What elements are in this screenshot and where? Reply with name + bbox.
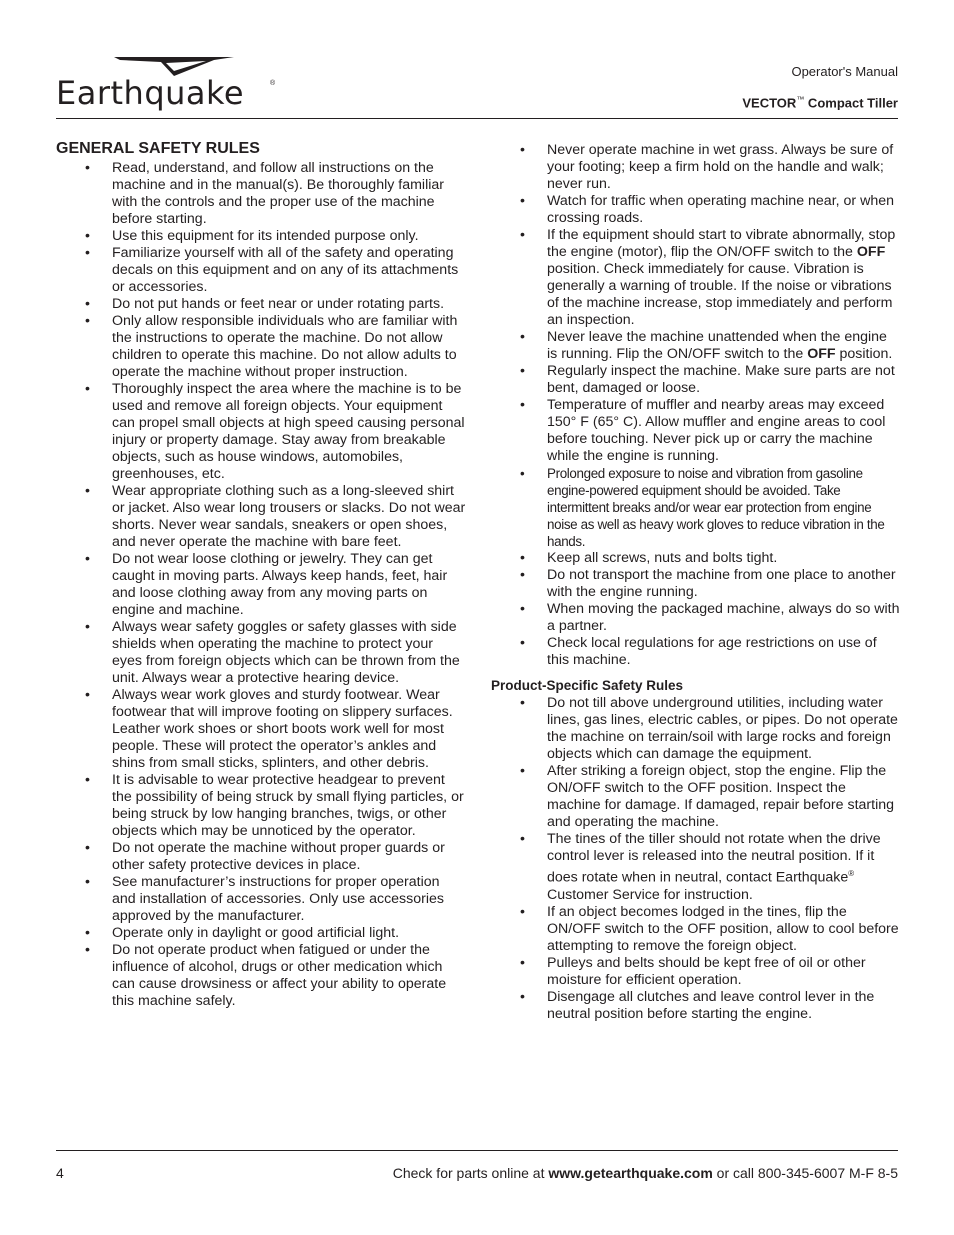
bullet: • xyxy=(85,160,90,176)
list-item: • Do not put hands or feet near or under rotating parts. xyxy=(85,296,445,312)
general-safety-list xyxy=(56,160,466,1010)
list-item: • It is advisable to wear protective headgear to prevent the possibility of being struck by small flying particles, or being struck by low hanging branches, twigs, or other objects which may be unnoticed by the operator. xyxy=(85,772,464,839)
bullet: • xyxy=(85,840,90,856)
list-item: • See manufacturer’s instructions for proper operation and installation of accessories. Only use accessories approved by the manufacturer. xyxy=(85,874,444,924)
product-name: VECTOR xyxy=(742,95,797,111)
bullet: • xyxy=(520,363,525,379)
list-item: • Only allow responsible individuals who are familiar with the instructions to operate the machine. Do not allow children to operate this machine. Do not allow adults to operate the machine without proper instruction. xyxy=(85,313,458,380)
list-item: • Check local regulations for age restrictions on use of this machine. xyxy=(520,635,877,668)
list-item: • Pulleys and belts should be kept free of oil or other moisture for efficient operation. xyxy=(520,954,866,988)
left-column xyxy=(56,140,466,1010)
bullet: • xyxy=(520,954,525,971)
bullet: • xyxy=(520,695,525,711)
right-column xyxy=(491,142,901,1023)
product-title xyxy=(742,95,898,110)
list-item: • Temperature of muffler and nearby areas may exceed 150° F (65° C). Allow muffler and engine areas to cool before touching. Never pick up or carry the machine while the engine is running. xyxy=(520,397,886,464)
list-item: • Do not till above underground utilities, including water lines, gas lines, electric cables, or pipes. Do not operate the machine on terrain/soil with large rocks and foreign objects which can damage the equipment. xyxy=(520,695,898,762)
product-specific-list xyxy=(491,695,901,1023)
bullet: • xyxy=(520,601,525,617)
bullet: • xyxy=(520,567,525,583)
list-item: • The tines of the tiller should not rotate when the drive control lever is released into the neutral position. If it does rotate when in neutral, contact Earthquake® Customer Service for instruction. xyxy=(520,831,881,903)
bullet: • xyxy=(85,483,90,499)
list-item: • Regularly inspect the machine. Make sure parts are not bent, damaged or loose. xyxy=(520,363,895,396)
bullet: • xyxy=(520,466,525,481)
list-item: • Thoroughly inspect the area where the machine is to be used and remove all foreign objects. Your equipment can propel small objects at high speed causing personal injury or property damage. Stay away from breakable objects, such as house windows, automobiles, greenhouses, etc. xyxy=(85,381,465,482)
bullet: • xyxy=(520,763,525,779)
bullet: • xyxy=(85,874,90,890)
bullet: • xyxy=(85,619,90,635)
general-safety-list-continued xyxy=(491,142,901,669)
list-item: • Never leave the machine unattended when the engine is running. Flip the ON/OFF switch to the OFF position. xyxy=(520,329,893,362)
bullet: • xyxy=(520,988,525,1005)
list-item: • After striking a foreign object, stop the engine. Flip the ON/OFF switch to the OFF position. Inspect the machine for damage. If damaged, repair before starting and operating the machine. xyxy=(520,763,894,830)
list-item: • Do not transport the machine from one place to another with the engine running. xyxy=(520,567,896,600)
bullet: • xyxy=(85,551,90,567)
bullet: • xyxy=(85,313,90,329)
list-item: • Do not operate the machine without proper guards or other safety protective devices in place. xyxy=(85,840,445,873)
bullet: • xyxy=(85,687,90,703)
bullet: • xyxy=(520,903,525,920)
bullet: • xyxy=(85,228,90,244)
list-item: • Wear appropriate clothing such as a long-sleeved shirt or jacket. Also wear long trousers or slacks. Do not wear shorts. Never wear sandals, sneakers or open shoes, and never operate the machine with bare feet. xyxy=(85,483,466,550)
section-title: GENERAL SAFETY RULES xyxy=(56,140,260,157)
list-item: • Do not wear loose clothing or jewelry. They can get caught in moving parts. Always keep hands, feet, hair and loose clothing away from any moving parts on engine and machine. xyxy=(85,551,448,618)
list-item: • If the equipment should start to vibrate abnormally, stop the engine (motor), flip the ON/OFF switch to the OFF position. Check immediately for cause. Vibration is generally a warning of trouble. If the noise or vibrations of the machine increase, stop immediately and perform an inspection. xyxy=(520,227,896,328)
website-link[interactable]: www.getearthquake.com xyxy=(548,1165,713,1181)
header-divider xyxy=(56,118,898,119)
bullet: • xyxy=(520,142,525,158)
earthquake-logo xyxy=(56,54,278,114)
product-type: Compact Tiller xyxy=(804,95,898,111)
bullet: • xyxy=(520,227,525,243)
bullet: • xyxy=(520,635,525,651)
bullet: • xyxy=(85,296,90,312)
bullet: • xyxy=(85,245,90,261)
product-specific-title: Product-Specific Safety Rules xyxy=(491,678,684,693)
list-item: • Do not operate product when fatigued or under the influence of alcohol, drugs or other medication which can cause drowsiness or affect your ability to operate this machine safely. xyxy=(85,942,447,1009)
list-item: • When moving the packaged machine, always do so with a partner. xyxy=(520,601,900,634)
footer-divider xyxy=(56,1150,898,1151)
list-item: • Operate only in daylight or good artificial light. xyxy=(85,925,400,941)
list-item: • Prolonged exposure to noise and vibration from gasoline engine-powered equipment should be avoided. Take intermittent breaks and/or wear ear protection from engine noise as well as heavy work gloves to reduce vibration in the hands. xyxy=(520,466,885,549)
manual-label: Operator's Manual xyxy=(791,64,898,79)
bullet: • xyxy=(520,831,525,847)
bullet: • xyxy=(85,772,90,788)
list-item: • Always wear safety goggles or safety glasses with side shields when operating the machine to protect your eyes from foreign objects which can be thrown from the unit. Always wear a protective hearing device. xyxy=(85,619,460,686)
list-item: • Watch for traffic when operating machine near, or when crossing roads. xyxy=(520,193,894,226)
list-item: • Disengage all clutches and leave control lever in the neutral position before starting the engine. xyxy=(520,988,875,1022)
list-item: • Never operate machine in wet grass. Always be sure of your footing; keep a firm hold on the handle and walk; never run. xyxy=(520,142,894,192)
bullet: • xyxy=(85,925,90,941)
logo-wordmark: Earthquake xyxy=(56,74,245,112)
page-header xyxy=(56,50,898,120)
list-item: • Always wear work gloves and sturdy footwear. Wear footwear that will improve footing on slippery surfaces. Leather work shoes or short boots work well for most people. These will protect the operator’s ankles and shins from small sticks, splinters, and other debris. xyxy=(85,687,453,771)
bullet: • xyxy=(520,397,525,413)
list-item: • Keep all screws, nuts and bolts tight. xyxy=(520,550,778,566)
bullet: • xyxy=(520,193,525,209)
list-item: • If an object becomes lodged in the tines, flip the ON/OFF switch to the OFF position, allow to cool before attempting to remove the foreign object. xyxy=(520,903,899,954)
list-item: • Use this equipment for its intended purpose only. xyxy=(85,228,419,244)
logo-registered-mark: ® xyxy=(270,80,276,87)
bullet: • xyxy=(85,942,90,958)
page-number: 4 xyxy=(56,1165,64,1181)
footer-contact: Check for parts online at www.getearthquake.com or call 800-345-6007 M-F 8-5 xyxy=(392,1165,898,1181)
list-item: • Familiarize yourself with all of the safety and operating decals on this equipment and on any of its attachments or accessories. xyxy=(85,245,459,295)
bullet: • xyxy=(520,329,525,345)
bullet: • xyxy=(85,381,90,397)
bullet: • xyxy=(520,550,525,566)
trademark-mark: ™ xyxy=(796,95,805,104)
list-item: • Read, understand, and follow all instructions on the machine and in the manual(s). Be thoroughly familiar with the controls and the proper use of the machine before starting. xyxy=(85,160,444,227)
